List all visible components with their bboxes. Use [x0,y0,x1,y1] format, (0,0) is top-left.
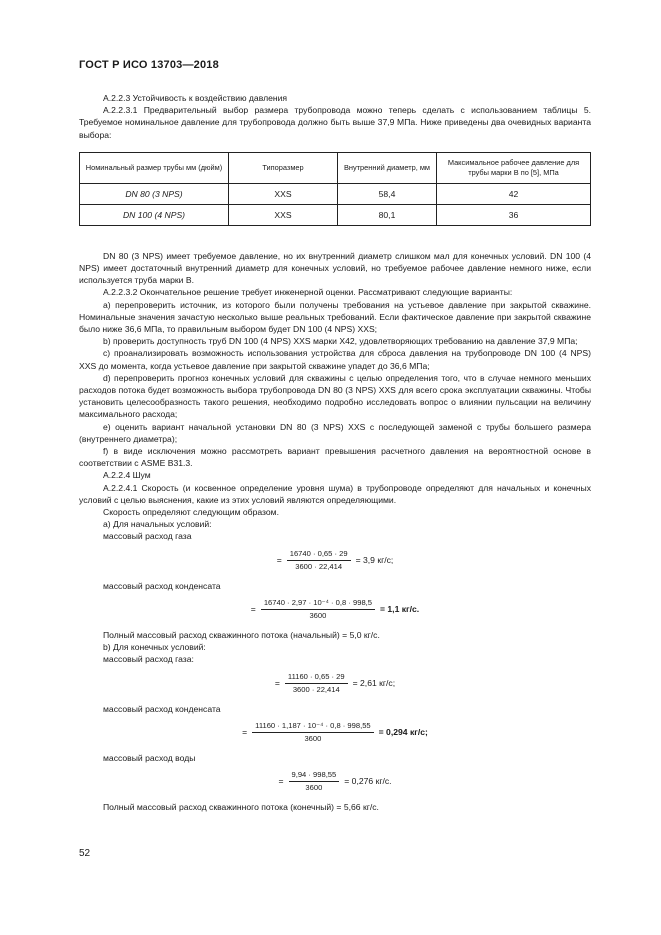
paragraph: А.2.2.3.1 Предварительный выбор размера трубопровода можно теперь сделать с использованием таблицы 5. Требуемое номинальное давление для трубопровода должно быть выше 37,9 МПа. Ниже приведены два очевидных варианта выбора: [79,105,591,140]
table-cell: 58,4 [338,183,437,204]
list-item: b) проверить доступность труб DN 100 (4 NPS) XXS марки Х42, удовлетворяющих требованию на давление 37,9 МПа; [103,336,578,347]
list-item: f) в виде исключения можно рассмотреть вариант превышения расчетного давления на вероятностной основе в соответствии с ASME B31.3. [79,446,591,469]
numerator: 9,94 · 998,55 [289,770,340,782]
fraction [285,672,348,695]
equals-sign: = [242,727,248,738]
document-header: ГОСТ Р ИСО 13703—2018 [79,59,219,71]
equals-sign: = [250,604,256,615]
paragraph: а) Для начальных условий: [103,519,212,530]
equals-sign: = [278,776,284,787]
section-title: А.2.2.4 Шум [103,470,151,481]
paragraph: Полный массовый расход скважинного потока (начальный) = 5,0 кг/с. [103,629,380,640]
table-header: Максимальное рабочее давление для трубы марки В по [5], МПа [437,152,591,183]
pipe-options-table [79,152,591,226]
list-item: a) перепроверить источник, из которого были получены требования на устьевое давление при закрытой скважине. Номинальные значения зачастую несколько выше реальных требований. Если фактическое давление при закрытой скважине было ниже 36,6 МПа, то правильным выбором будет DN 100 (4 NPS) XXS; [79,299,591,335]
fraction [289,770,340,793]
denominator: 3600 · 22,414 [295,561,343,571]
table-cell: XXS [229,183,338,204]
table-row [80,204,591,225]
numerator: 16740 · 2,97 · 10⁻⁴ · 0,8 · 998,5 [261,598,375,610]
paragraph: массовый расход газа: [103,654,194,665]
formula [79,770,591,793]
paragraph: b) Для конечных условий: [103,642,206,653]
denominator: 3600 [309,610,327,620]
denominator: 3600 · 22,414 [292,684,340,694]
paragraph: Полный массовый расход скважинного потока (конечный) = 5,66 кг/с. [103,801,379,812]
table-header-row [80,152,591,183]
document-body [79,92,591,813]
numerator: 11160 · 1,187 · 10⁻⁴ · 0,8 · 998,55 [252,721,374,733]
paragraph: массовый расход конденсата [103,580,221,591]
formula-result: = 0,294 кг/с; [378,727,428,738]
formula-result: = 0,276 кг/с. [344,776,392,787]
paragraph: А.2.2.3.2 Окончательное решение требует инженерной оценки. Рассматривают следующие варианты: [103,287,513,298]
paragraph: массовый расход воды [103,752,196,763]
equals-sign: = [274,677,280,688]
formula-result: = 1,1 кг/с. [380,604,420,615]
table-header: Типоразмер [229,152,338,183]
formula [79,721,591,744]
table-cell: DN 100 (4 NPS) [80,204,229,225]
paragraph: массовый расход газа [103,531,192,542]
table-header: Номинальный размер трубы мм (дюйм) [80,152,229,183]
fraction [252,721,374,744]
paragraph: массовый расход конденсата [103,703,221,714]
table-cell: 36 [437,204,591,225]
fraction [287,549,351,572]
table-cell: 42 [437,183,591,204]
fraction [261,598,375,621]
table-cell: 80,1 [338,204,437,225]
paragraph: DN 80 (3 NPS) имеет требуемое давление, но их внутренний диаметр слишком мал для конечных условий. DN 100 (4 NPS) имеет достаточный внутренний диаметр для конечных условий, но требуемое рабочее давление немного ниже, если используется труба марки В. [79,250,591,286]
equals-sign: = [276,555,282,566]
page-number: 52 [79,848,91,859]
formula-result: = 3,9 кг/с; [355,555,394,566]
section-title: А.2.2.3 Устойчивость к воздействию давления [103,93,288,103]
numerator: 16740 · 0,65 · 29 [287,549,351,561]
table-header: Внутренний диаметр, мм [338,152,437,183]
denominator: 3600 [305,782,323,792]
table-row [80,183,591,204]
numerator: 11160 · 0,65 · 29 [285,672,348,684]
paragraph: А.2.2.4.1 Скорость (и косвенное определение уровня шума) в трубопроводе определяют для начальных и конечных условий с целью выяснения, какие из этих условий являются определяющими. [79,482,591,505]
list-item: d) перепроверить прогноз конечных условий для скважины с целью определения того, что в случае немного меньших расходов потока будет возможность выбора трубопровода DN 80 (3 NPS) XXS для всего срока эксплуатации скважины. Чтобы установить целесообразность такого решения, необходимо подробно исследовать вопрос о влиянии пульсации на величину максимального расхода; [79,372,591,420]
table-cell: DN 80 (3 NPS) [80,183,229,204]
paragraph: Скорость определяют следующим образом. [103,507,279,518]
formula [79,672,591,695]
formula [79,549,591,572]
list-item: e) оценить вариант начальной установки DN 80 (3 NPS) XXS с последующей заменой с трубы большего размера (внутреннего диаметра); [79,421,591,444]
denominator: 3600 [304,733,322,743]
list-item: c) проанализировать возможность использования устройства для сброса давления на трубопроводе DN 100 (4 NPS) XXS до момента, когда устьевое давление при закрытой скважине упадет до 36,6 МПа; [79,348,591,371]
formula-result: = 2,61 кг/с; [352,677,396,688]
table-cell: XXS [229,204,338,225]
formula [79,598,591,621]
